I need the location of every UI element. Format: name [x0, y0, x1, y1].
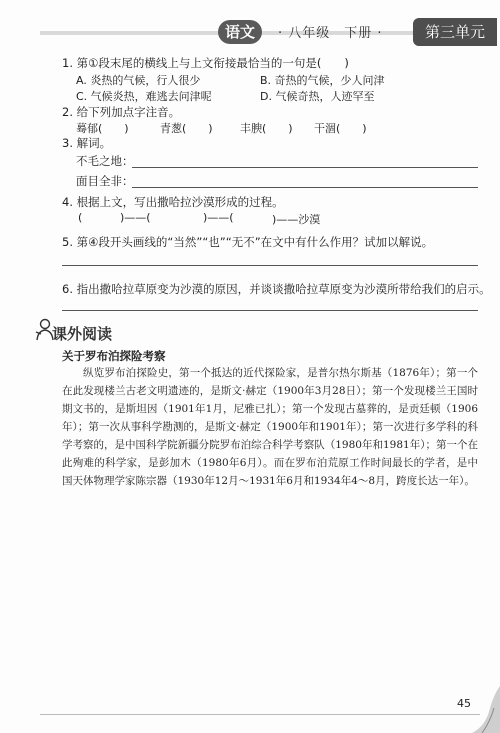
question-6-stem: 6. 指出撒哈拉草原变为沙漠的原因，并谈谈撒哈拉草原变为沙漠所带给我们的启示。: [62, 282, 491, 296]
term-1-label: 不毛之地：: [76, 154, 134, 168]
question-3-stem: 3. 解词。: [62, 136, 112, 150]
reading-figure-icon: [34, 318, 54, 342]
q1-option-b[interactable]: B. 奇热的气候，少人问津: [260, 74, 385, 87]
page-corner-decoration: [472, 686, 500, 733]
pinyin-item-4[interactable]: 干涸( ): [314, 122, 367, 135]
footer-rule: [40, 714, 480, 715]
term-2-answer-line[interactable]: [132, 187, 478, 188]
q6-answer-line[interactable]: [62, 310, 478, 311]
passage-body: 纵览罗布泊探险史，第一个抵达的近代探险家，是普尔热尔斯基（1876年）；第一个在此发现楼兰古老文明遗迹的，是斯文·赫定（1900年3月28日）；第一个发现楼兰王国时期文书的，是斯坦因（1901年1月，尼雅已扎）；第一个发现古墓葬的，是贡廷顿（1906年）；第一次从事科学勘测的，是斯文·赫定（1900年和1901年）；第一次进行多学科的科学考察的，是中国科学院新疆分院罗布泊综合科学考察队（1980年和1981年）；第一个在此殉难的科学家，是彭加木（1980年6月）。而在罗布泊荒原工作时间最长的学者，是中国天体物理学家陈宗器（1930年12月～1931年6月和1934年4～8月，跨度长达一年）。: [62, 367, 478, 487]
term-2-label: 面目全非：: [76, 174, 134, 188]
flow-step-1-open: (: [78, 211, 83, 224]
section-title-extra-reading: 课外阅读: [52, 325, 113, 343]
q1-option-c[interactable]: C. 气候炎热，难逃去问津呢: [76, 90, 212, 103]
q1-option-a[interactable]: A. 炎热的气候，行人很少: [76, 74, 201, 87]
flow-step-4: )——沙漠: [272, 213, 321, 226]
question-2-stem: 2. 给下列加点字注音。: [62, 105, 181, 119]
q1-option-d[interactable]: D. 气候奇热，人迹罕至: [260, 90, 375, 103]
unit-tab: 第三单元: [413, 18, 497, 46]
grade-label: · 八年级 下册 ·: [278, 26, 383, 41]
question-4-stem: 4. 根据上文，写出撒哈拉沙漠形成的过程。: [62, 195, 284, 209]
flow-step-3: )——(: [203, 211, 234, 224]
page-number: 45: [457, 697, 471, 710]
term-1-answer-line[interactable]: [132, 167, 478, 168]
question-5-stem: 5. 第④段开头画线的“当然”“也”“无不”在文中有什么作用？试加以解说。: [62, 235, 434, 249]
pinyin-item-2[interactable]: 青葱( ): [160, 122, 213, 135]
subject-badge: 语文: [218, 20, 262, 44]
q5-answer-line[interactable]: [62, 265, 478, 266]
question-1-stem: 1. 第①段末尾的横线上与上文衔接最恰当的一句是( ): [62, 56, 349, 70]
flow-step-2: )——(: [120, 211, 151, 224]
pinyin-item-3[interactable]: 丰腴( ): [240, 122, 293, 135]
passage-title: 关于罗布泊探险考察: [62, 349, 166, 363]
pinyin-item-1[interactable]: 蓦郁( ): [76, 122, 129, 135]
